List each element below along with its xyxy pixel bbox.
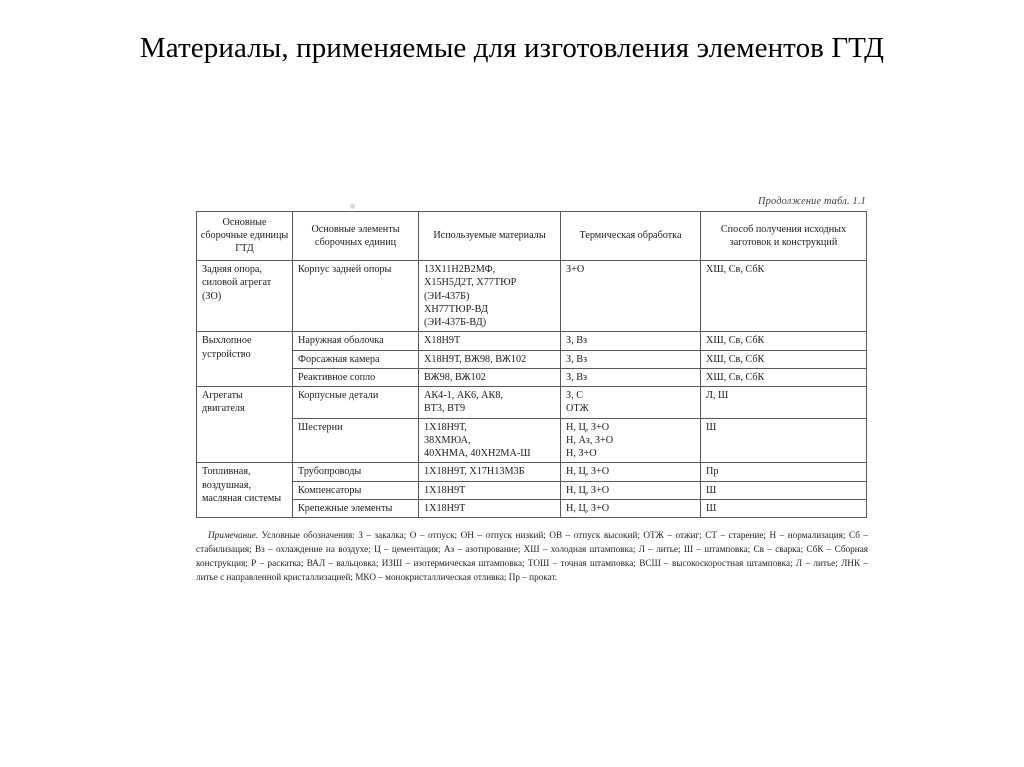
cell-heat-treatment: Н, Ц, З+О xyxy=(561,481,701,499)
scanned-table-figure xyxy=(196,196,868,585)
cell-assembly-element: Наружная оболочка xyxy=(293,332,419,350)
table-row xyxy=(197,261,867,332)
cell-blank-method: ХШ, Св, СбК xyxy=(701,350,867,368)
cell-heat-treatment: З, Вз xyxy=(561,332,701,350)
column-header-blank-method: Способ получения исходных заготовок и конструкций xyxy=(701,212,867,261)
table-row xyxy=(197,387,867,419)
table-row xyxy=(197,418,867,463)
column-header-assembly-units: Основные сборочные единицы ГТД xyxy=(197,212,293,261)
cell-materials: 13Х11Н2В2МФ, Х15Н5Д2Т, Х77ТЮР (ЭИ-437Б) ХН77ТЮР-ВД (ЭИ-437Б-ВД) xyxy=(419,261,561,332)
footnote-text: Условные обозначения: З – закалка; О – отпуск; ОН – отпуск низкий; ОВ – отпуск высокий; ОТЖ – отжиг; СТ – старение; Н – нормализация; Сб – стабилизация; Вз – охлаждение на воздухе; Ц – цементация; Аз – азотирование; ХШ – холодная штамповка; Л – литье; Ш – штамповка; Св – сварка; СбК – Сборная конструкция; Р – раскатка; ВАЛ – вальцовка; ИЗШ – изотермическая штамповка; ТОШ – точная штамповка; ВСШ – высокоскоростная штамповка; Л – литье; ЛНК – литье с направленной кристаллизацией; МКО – монокристаллическая отливка; Пр – прокат. xyxy=(196,530,868,583)
materials-table-body xyxy=(197,261,867,518)
cell-materials: 1Х18Н9Т xyxy=(419,499,561,517)
materials-table xyxy=(196,211,867,518)
cell-assembly-element: Шестерни xyxy=(293,418,419,463)
table-row xyxy=(197,499,867,517)
column-header-heat-treatment: Термическая обработка xyxy=(561,212,701,261)
cell-assembly-element: Корпус задней опоры xyxy=(293,261,419,332)
cell-heat-treatment: Н, Ц, З+О xyxy=(561,499,701,517)
cell-assembly-element: Компенсаторы xyxy=(293,481,419,499)
table-row xyxy=(197,481,867,499)
cell-heat-treatment: З, С ОТЖ xyxy=(561,387,701,419)
table-footnote xyxy=(196,529,868,585)
cell-assembly-unit: Агрегаты двигателя xyxy=(197,387,293,463)
cell-assembly-unit: Выхлопное устройство xyxy=(197,332,293,387)
cell-heat-treatment: Н, Ц, З+О xyxy=(561,463,701,481)
cell-materials: Х18Н9Т xyxy=(419,332,561,350)
cell-assembly-element: Крепежные элементы xyxy=(293,499,419,517)
cell-assembly-element: Форсажная камера xyxy=(293,350,419,368)
cell-heat-treatment: З, Вз xyxy=(561,368,701,386)
column-header-materials: Используемые материалы xyxy=(419,212,561,261)
cell-blank-method: Л, Ш xyxy=(701,387,867,419)
scan-artifact-speck xyxy=(350,204,355,209)
cell-heat-treatment: З, Вз xyxy=(561,350,701,368)
table-row xyxy=(197,350,867,368)
cell-assembly-element: Трубопроводы xyxy=(293,463,419,481)
cell-heat-treatment: Н, Ц, З+О Н, Аз, З+О Н, З+О xyxy=(561,418,701,463)
cell-heat-treatment: З+О xyxy=(561,261,701,332)
cell-assembly-element: Реактивное сопло xyxy=(293,368,419,386)
cell-assembly-unit: Задняя опора, силовой агрегат (ЗО) xyxy=(197,261,293,332)
cell-blank-method: Ш xyxy=(701,499,867,517)
cell-assembly-unit: Топливная, воздушная, масляная системы xyxy=(197,463,293,518)
cell-blank-method: ХШ, Св, СбК xyxy=(701,368,867,386)
table-header-row xyxy=(197,212,867,261)
cell-materials: 1Х18Н9Т xyxy=(419,481,561,499)
footnote-label: Примечание. xyxy=(208,530,259,541)
cell-blank-method: Ш xyxy=(701,418,867,463)
cell-blank-method: ХШ, Св, СбК xyxy=(701,332,867,350)
cell-materials: АК4-1, АК6, АК8, ВТ3, ВТ9 xyxy=(419,387,561,419)
cell-materials: Х18Н9Т, ВЖ98, ВЖ102 xyxy=(419,350,561,368)
cell-assembly-element: Корпусные детали xyxy=(293,387,419,419)
cell-materials: 1Х18Н9Т, 38ХМЮА, 40ХНМА, 40ХН2МА-Ш xyxy=(419,418,561,463)
cell-materials: 1Х18Н9Т, Х17Н13М3Б xyxy=(419,463,561,481)
cell-blank-method: Пр xyxy=(701,463,867,481)
cell-blank-method: Ш xyxy=(701,481,867,499)
cell-blank-method: ХШ, Св, СбК xyxy=(701,261,867,332)
page-title: Материалы, применяемые для изготовления элементов ГТД xyxy=(139,32,885,64)
table-row xyxy=(197,463,867,481)
cell-materials: ВЖ98, ВЖ102 xyxy=(419,368,561,386)
table-row xyxy=(197,368,867,386)
table-continuation-caption: Продолжение табл. 1.1 xyxy=(758,196,866,207)
table-row xyxy=(197,332,867,350)
column-header-assembly-elements: Основные элементы сборочных единиц xyxy=(293,212,419,261)
